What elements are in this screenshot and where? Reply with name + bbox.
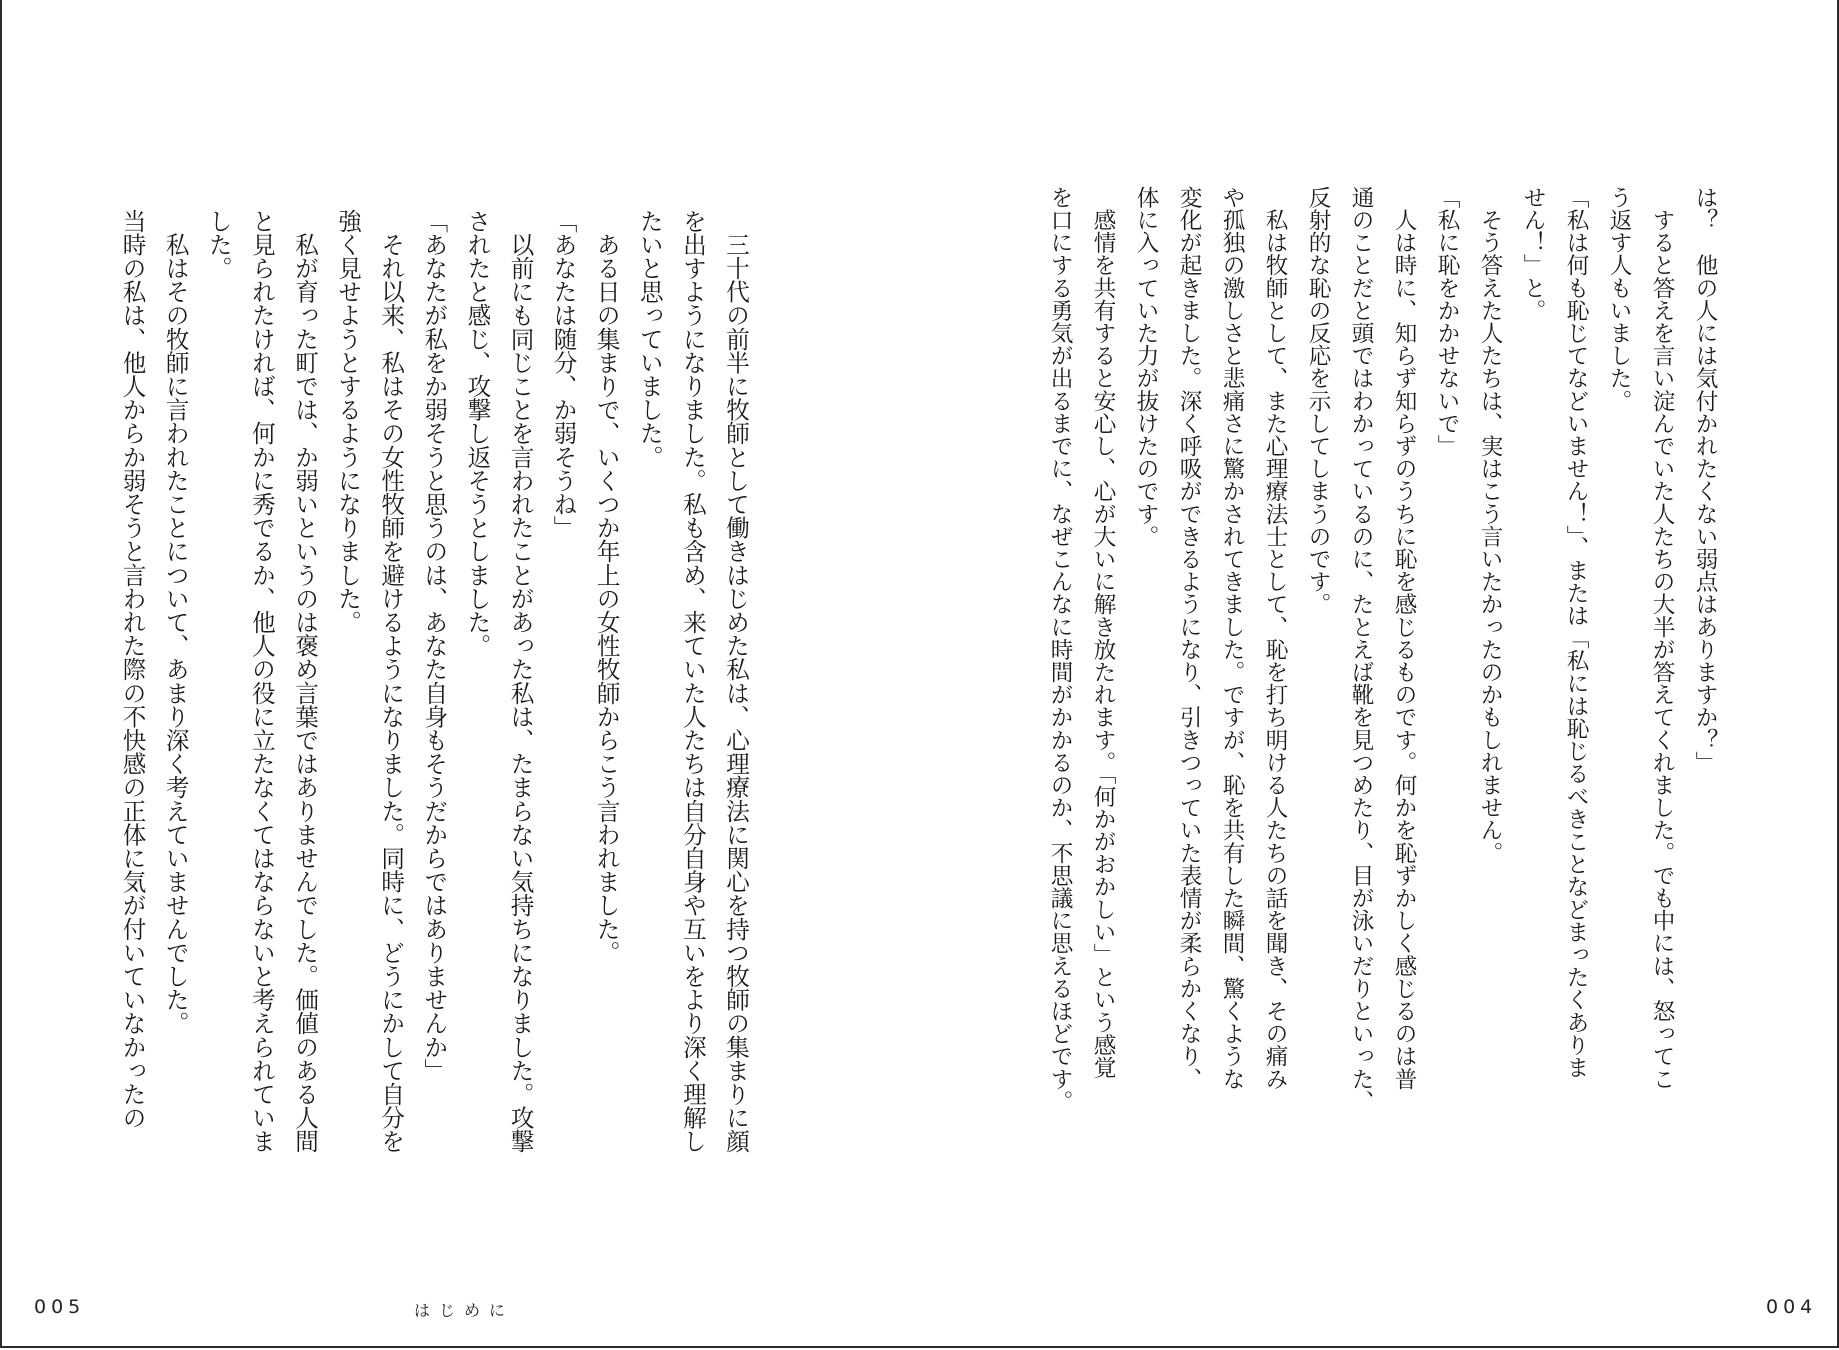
- text-column: されたと感じ、攻撃し返そうとしました。: [463, 209, 492, 658]
- text-column: を出すようになりました。私も含め、来ていた人たちは自分自身や互いをより深く理解し: [678, 209, 707, 1153]
- text-column: と見られたければ、何かに秀でるか、他人の役に立たなくてはならないと考えられていま: [247, 209, 276, 1153]
- text-column: や孤独の激しさと悲痛さに驚かされてきました。ですが、恥を共有した瞬間、驚くような: [1219, 186, 1245, 1090]
- text-column: そう答えた人たちは、実はこう言いたかったのかもしれません。: [1477, 186, 1503, 864]
- text-column: 私が育った町では、か弱いというのは褒め言葉ではありませんでした。価値のある人間: [291, 209, 319, 1153]
- running-head: はじめに: [414, 1301, 515, 1320]
- text-column: 体に入っていた力が抜けたのです。: [1133, 186, 1159, 548]
- text-column: 当時の私は、他人からか弱そうと言われた際の不快感の正体に気が付いていなかったの: [118, 209, 147, 1130]
- text-column: 「私は何も恥じてなどいません！」、または「私には恥じるべきことなどまったくありま: [1563, 186, 1589, 1079]
- text-column: 人は時に、知らず知らずのうちに恥を感じるものです。何かを恥ずかしく感じるのは普: [1391, 186, 1417, 1090]
- text-column: 以前にも同じことを言われたことがあった私は、たまらない気持ちになりました。攻撃: [506, 209, 535, 1153]
- text-column: した。: [204, 209, 233, 280]
- text-column: 私は牧師として、また心理療法士として、恥を打ち明ける人たちの話を聞き、その痛み: [1262, 186, 1288, 1090]
- text-column: 強く見せようとするようになりました。: [334, 209, 363, 634]
- right-page: [920, 0, 1839, 1350]
- text-column: すると答えを言い淀んでいた人たちの大半が答えてくれました。でも中には、怒ってこ: [1649, 186, 1675, 1090]
- page-number-left: 005: [34, 1296, 86, 1318]
- page-number-right: 004: [1766, 1296, 1818, 1318]
- text-column: は？ 他の人には気付かれたくない弱点はありますか？」: [1692, 186, 1718, 774]
- text-column: ある日の集まりで、いくつか年上の女性牧師からこう言われました。: [592, 209, 621, 965]
- text-column: 三十代の前半に牧師として働きはじめた私は、心理療法に関心を持つ牧師の集まりに顔: [722, 209, 750, 1153]
- text-column: 私はその牧師に言われたことについて、あまり深く考えていませんでした。: [161, 209, 190, 1035]
- text-column: 感情を共有すると安心し、心が大いに解き放たれます。「何かがおかしい」という感覚: [1090, 186, 1116, 1079]
- text-column: 反射的な恥の反応を示してしまうのです。: [1305, 186, 1331, 616]
- text-column: 変化が起きました。深く呼吸ができるようになり、引きつっていた表情が柔らかくなり、: [1176, 186, 1202, 1090]
- text-column: それ以来、私はその女性牧師を避けるようになりました。同時に、どうにかして自分を: [377, 209, 406, 1153]
- text-column: 「あなたが私をか弱そうと思うのは、あなた自身もそうだからではありませんか」: [420, 209, 449, 1083]
- text-column: 「あなたは随分、か弱そうね」: [549, 209, 578, 540]
- text-column: せん！」と。: [1520, 186, 1546, 322]
- text-column: 通のことだと頭ではわかっているのに、たとえば靴を見つめたり、目が泳いだりといった、: [1348, 186, 1374, 1113]
- text-column: たいと思っていました。: [635, 209, 664, 469]
- text-column: う返す人もいました。: [1606, 186, 1632, 412]
- text-column: 「私に恥をかかせないで」: [1434, 186, 1460, 458]
- text-column: を口にする勇気が出るまでに、なぜこんなに時間がかかるのか、不思議に思えるほどです。: [1047, 186, 1073, 1113]
